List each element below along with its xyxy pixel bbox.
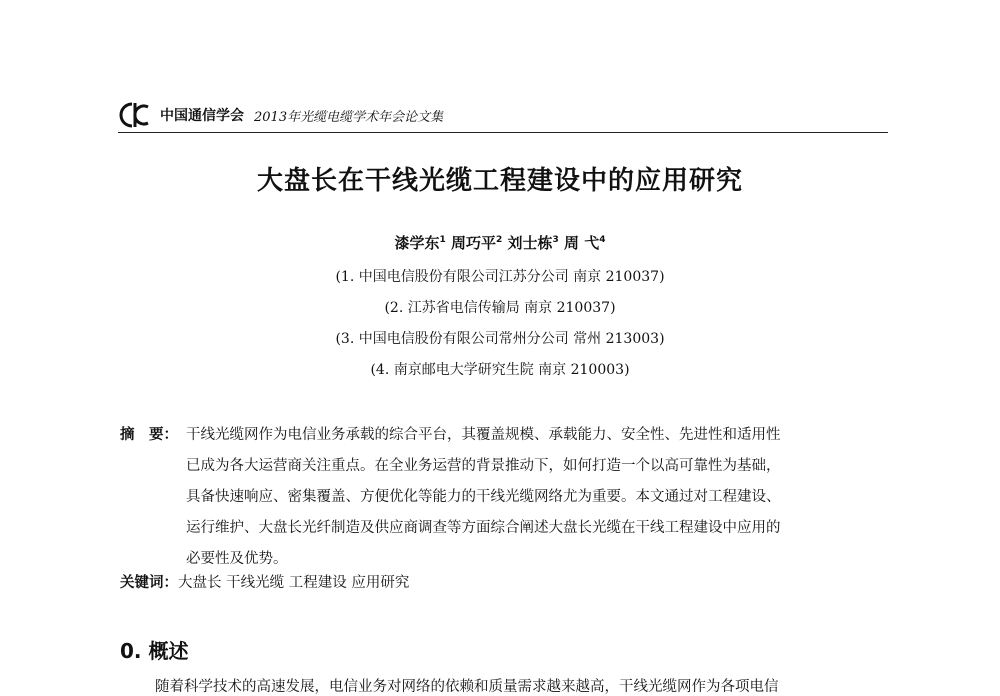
keywords-label: 关键词： bbox=[120, 575, 178, 591]
author-affiliation-mark: 3 bbox=[552, 235, 559, 245]
paper-title: 大盘长在干线光缆工程建设中的应用研究 bbox=[256, 166, 743, 196]
cic-logo-icon bbox=[118, 100, 154, 130]
header-org: 中国通信学会 bbox=[160, 108, 244, 124]
author-affiliation-mark: 2 bbox=[496, 235, 503, 245]
author-affiliation-mark: 1 bbox=[439, 235, 446, 245]
author-name: 漆学东 bbox=[394, 234, 440, 252]
affiliation-line: (2. 江苏省电信传输局 南京 210037) bbox=[384, 300, 616, 316]
affiliation-line: (1. 中国电信股份有限公司江苏分公司 南京 210037) bbox=[335, 269, 665, 285]
section-heading: 0. 概述 bbox=[120, 639, 189, 663]
author-list bbox=[0, 232, 1000, 253]
author-name: 周 弋 bbox=[564, 234, 600, 252]
author-name: 刘士栋 bbox=[507, 234, 553, 252]
author-name: 周巧平 bbox=[450, 234, 496, 252]
abstract-line: 干线光缆网作为电信业务承载的综合平台，其覆盖规模、承载能力、安全性、先进性和适用性 bbox=[186, 427, 781, 443]
abstract-line: 运行维护、大盘长光纤制造及供应商调查等方面综合阐述大盘长光缆在干线工程建设中应用的 bbox=[186, 520, 781, 536]
affiliation-line: (4. 南京邮电大学研究生院 南京 210003) bbox=[370, 362, 630, 378]
abstract-line: 具备快速响应、密集覆盖、方便优化等能力的干线光缆网络尤为重要。本文通过对工程建设、 bbox=[186, 489, 781, 505]
abstract-line: 必要性及优势。 bbox=[186, 551, 288, 567]
running-header bbox=[118, 98, 888, 133]
keywords-text: 大盘长 干线光缆 工程建设 应用研究 bbox=[178, 575, 410, 591]
body-paragraph-line: 随着科学技术的高速发展，电信业务对网络的依赖和质量需求越来越高，干线光缆网作为各项电信 bbox=[155, 679, 779, 695]
abstract-block bbox=[120, 420, 890, 575]
abstract-text bbox=[186, 420, 890, 575]
header-collection: 2013年光缆电缆学术年会论文集 bbox=[254, 109, 444, 125]
keywords-block bbox=[120, 571, 890, 592]
abstract-label: 摘 要： bbox=[120, 427, 178, 443]
affiliation-line: (3. 中国电信股份有限公司常州分公司 常州 213003) bbox=[335, 331, 665, 347]
abstract-line: 已成为各大运营商关注重点。在全业务运营的背景推动下，如何打造一个以高可靠性为基础， bbox=[186, 458, 781, 474]
author-affiliation-mark: 4 bbox=[599, 235, 606, 245]
